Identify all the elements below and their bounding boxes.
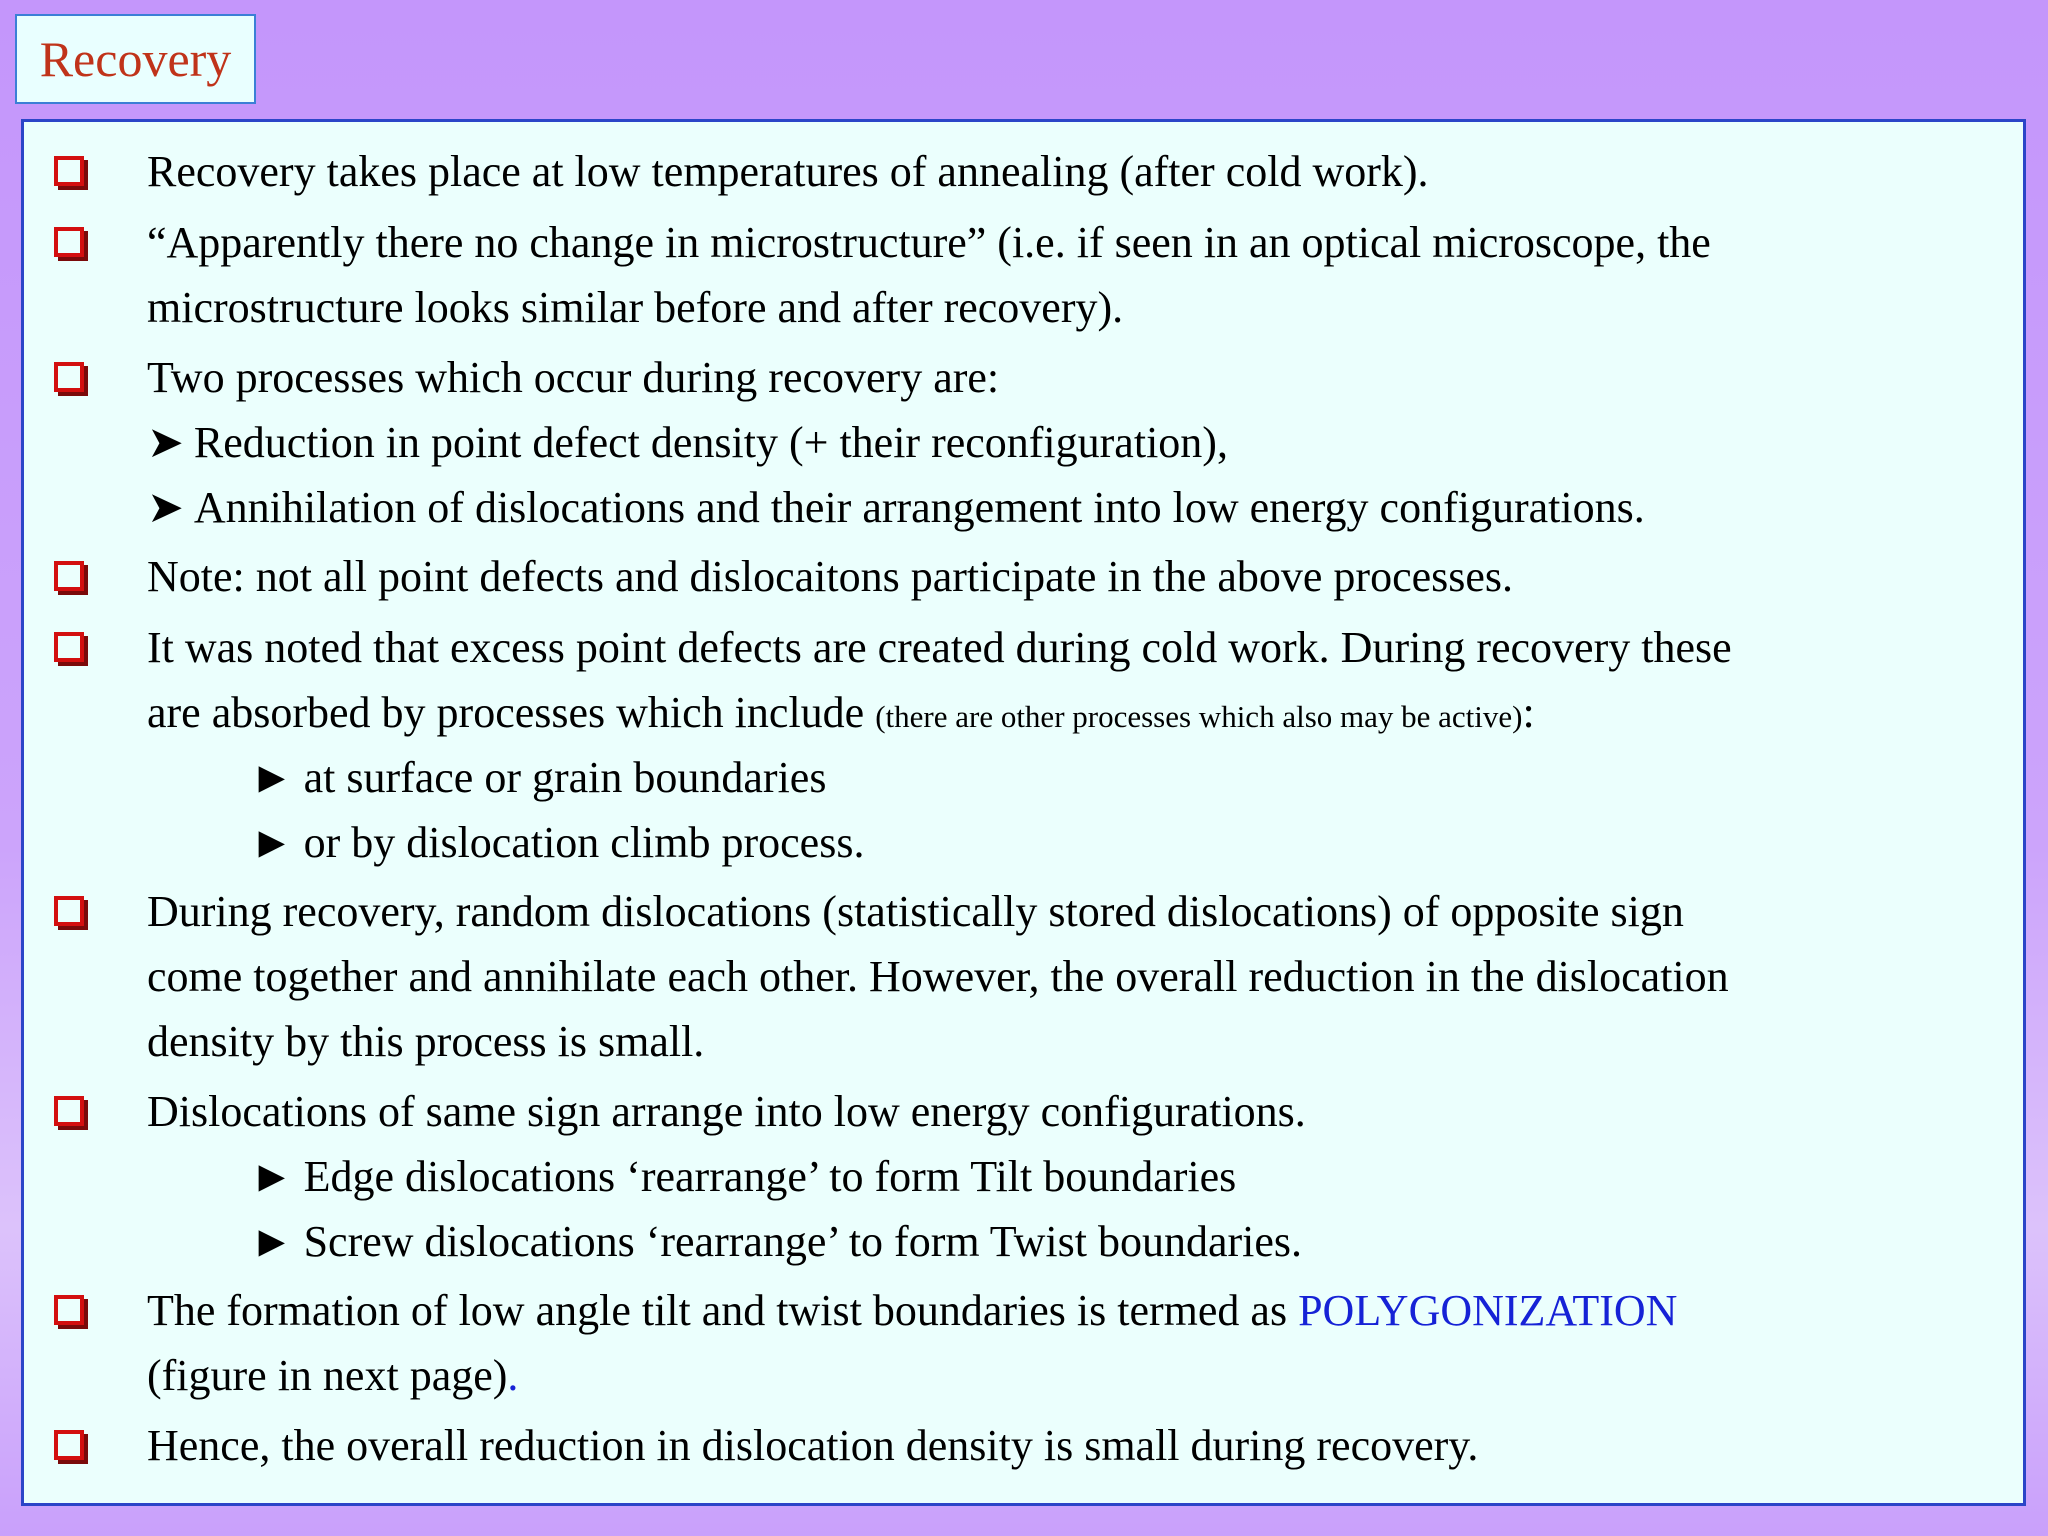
- sub-item-text: Reduction in point defect density (+ their reconfiguration),: [193, 418, 1228, 467]
- black-triangle-icon: ►: [250, 753, 294, 802]
- black-triangle-icon: ►: [250, 1152, 294, 1201]
- bullet-text-end: :: [1522, 688, 1535, 737]
- sub-sub-item-text: at surface or grain boundaries: [303, 753, 827, 802]
- red-square-bullet-icon: [54, 561, 84, 591]
- polygonization-term: POLYGONIZATION: [1298, 1286, 1678, 1335]
- sub-sub-item-content: [250, 1144, 1236, 1209]
- black-triangle-icon: ►: [250, 1217, 294, 1266]
- bullet-text: Dislocations of same sign arrange into low energy configurations.: [147, 1087, 1306, 1136]
- bullet-text-line: [147, 1343, 518, 1408]
- sub-sub-item-content: [250, 745, 826, 810]
- red-square-bullet-icon: [54, 156, 84, 186]
- bullet-text: It was noted that excess point defects are created during cold work. During recovery these: [147, 623, 1732, 672]
- sub-item-text: Annihilation of dislocations and their arrangement into low energy configurations.: [193, 483, 1645, 532]
- bullet-text: The formation of low angle tilt and twist boundaries is termed as: [147, 1286, 1299, 1335]
- bullet-text: are absorbed by processes which include: [147, 688, 876, 737]
- slide-title: Recovery: [39, 31, 232, 87]
- bullet-text-end: .: [507, 1351, 519, 1400]
- bullet-text: Two processes which occur during recovery are:: [147, 353, 1000, 402]
- bullet-text: Hence, the overall reduction in dislocation density is small during recovery.: [147, 1421, 1479, 1470]
- bullet-text-line: [147, 680, 1535, 749]
- bullet-text: Recovery takes place at low temperatures of annealing (after cold work).: [147, 147, 1429, 196]
- sub-sub-item-content: [250, 810, 864, 875]
- bullet-text: density by this process is small.: [147, 1017, 705, 1066]
- bullet-note-small: (there are other processes which also may be active): [875, 699, 1523, 734]
- bullet-text: (figure in next page): [147, 1351, 508, 1400]
- content-panel: [21, 119, 2026, 1506]
- red-square-bullet-icon: [54, 362, 84, 392]
- red-square-bullet-icon: [54, 632, 84, 662]
- arrowhead-icon: ➤: [147, 418, 184, 467]
- bullet-text: Note: not all point defects and dislocaitons participate in the above processes.: [147, 552, 1514, 601]
- black-triangle-icon: ►: [250, 818, 294, 867]
- red-square-bullet-icon: [54, 1096, 84, 1126]
- bullet-text: come together and annihilate each other. However, the overall reduction in the dislocation: [147, 952, 1729, 1001]
- sub-sub-item-text: Edge dislocations ‘rearrange’ to form Tilt boundaries: [303, 1152, 1237, 1201]
- sub-sub-item-text: Screw dislocations ‘rearrange’ to form Twist boundaries.: [303, 1217, 1303, 1266]
- bullet-text: “Apparently there no change in microstructure” (i.e. if seen in an optical microscope, the: [147, 218, 1711, 267]
- red-square-bullet-icon: [54, 1430, 84, 1460]
- slide-title-box: [15, 14, 256, 104]
- red-square-bullet-icon: [54, 227, 84, 257]
- sub-item-content: [147, 410, 1228, 475]
- sub-item-content: [147, 475, 1645, 540]
- sub-sub-item-content: [250, 1209, 1302, 1274]
- sub-sub-item-text: or by dislocation climb process.: [303, 818, 865, 867]
- red-square-bullet-icon: [54, 896, 84, 926]
- red-square-bullet-icon: [54, 1295, 84, 1325]
- bullet-text-line: [147, 1278, 1677, 1343]
- arrowhead-icon: ➤: [147, 483, 184, 532]
- bullet-text: During recovery, random dislocations (statistically stored dislocations) of opposite sign: [147, 887, 1684, 936]
- bullet-text: microstructure looks similar before and after recovery).: [147, 283, 1124, 332]
